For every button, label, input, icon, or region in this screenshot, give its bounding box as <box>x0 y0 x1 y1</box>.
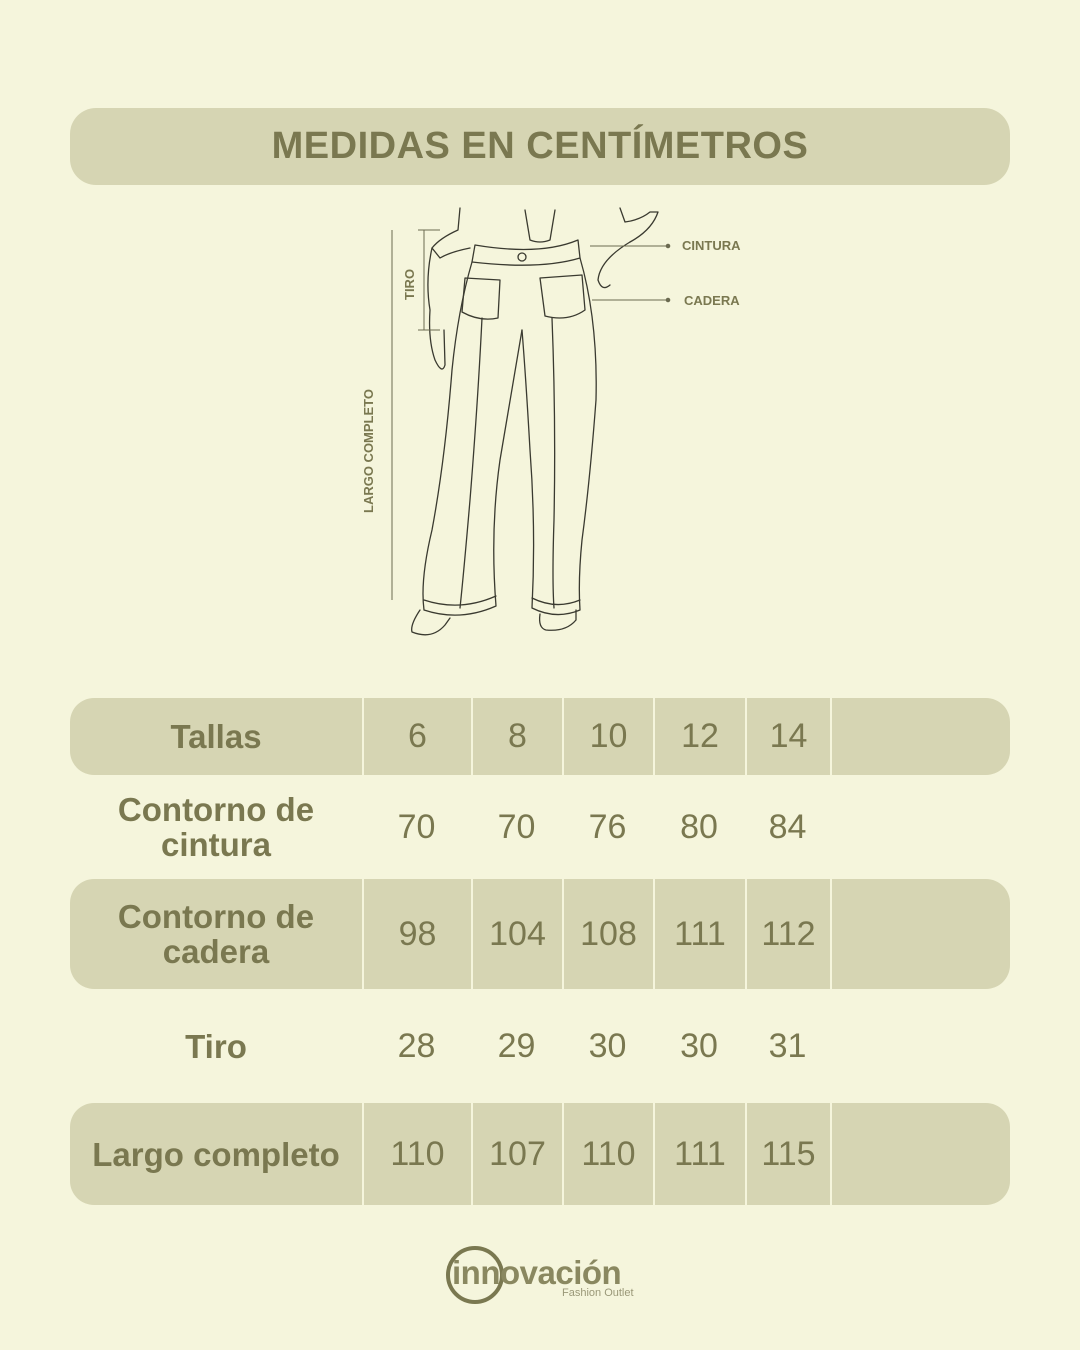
table-cell: 104 <box>471 879 562 989</box>
table-spacer <box>830 698 1010 775</box>
table-cell: 107 <box>471 1103 562 1205</box>
table-cell: 28 <box>397 1026 436 1065</box>
logo-tagline: Fashion Outlet <box>562 1287 634 1299</box>
pants-illustration <box>340 200 780 650</box>
table-cell: 110 <box>362 1103 471 1205</box>
table-cell: 80 <box>680 807 718 846</box>
table-row-tiro <box>70 989 1010 1103</box>
table-cell: 115 <box>745 1103 830 1205</box>
table-cell: 29 <box>497 1026 536 1065</box>
pants-diagram <box>340 200 780 650</box>
table-cell: 84 <box>768 807 807 846</box>
row-label: Contorno de cintura <box>117 791 315 863</box>
table-cell: 14 <box>745 698 830 775</box>
table-cell: 111 <box>653 1103 745 1205</box>
page-title: MEDIDAS EN CENTÍMETROS <box>271 125 809 167</box>
table-cell: 31 <box>768 1026 807 1065</box>
table-cell: 111 <box>653 879 745 989</box>
table-cell: 112 <box>745 879 830 989</box>
row-label: Largo completo <box>92 1135 340 1173</box>
table-row-tallas <box>70 698 1010 775</box>
table-spacer <box>830 1103 1010 1205</box>
table-cell: 8 <box>471 698 562 775</box>
table-cell: 30 <box>680 1026 718 1065</box>
table-cell: 110 <box>562 1103 653 1205</box>
table-spacer <box>830 879 1010 989</box>
table-cell: 70 <box>397 807 436 846</box>
label-cintura: CINTURA <box>682 238 741 253</box>
brand-logo <box>440 1242 640 1312</box>
title-banner <box>70 108 1010 185</box>
size-table <box>70 698 1010 1205</box>
label-cadera: CADERA <box>684 293 740 308</box>
table-cell: 12 <box>653 698 745 775</box>
row-label: Tallas <box>170 718 262 755</box>
label-tiro: TIRO <box>402 268 417 300</box>
table-cell: 98 <box>362 879 471 989</box>
table-cell: 70 <box>497 807 536 846</box>
table-row-cintura <box>70 775 1010 879</box>
table-row-cadera <box>70 879 1010 989</box>
table-row-largo <box>70 1103 1010 1205</box>
table-cell: 30 <box>588 1026 627 1065</box>
table-cell: 6 <box>362 698 471 775</box>
table-cell: 10 <box>562 698 653 775</box>
row-label: Tiro <box>185 1027 247 1065</box>
logo-wordmark: innovación <box>452 1254 622 1291</box>
table-spacer <box>830 989 1010 1103</box>
label-largo-completo: LARGO COMPLETO <box>361 389 376 513</box>
table-cell: 108 <box>562 879 653 989</box>
row-label: Contorno de cadera <box>117 898 315 970</box>
table-spacer <box>830 775 1010 879</box>
table-cell: 76 <box>588 807 627 846</box>
